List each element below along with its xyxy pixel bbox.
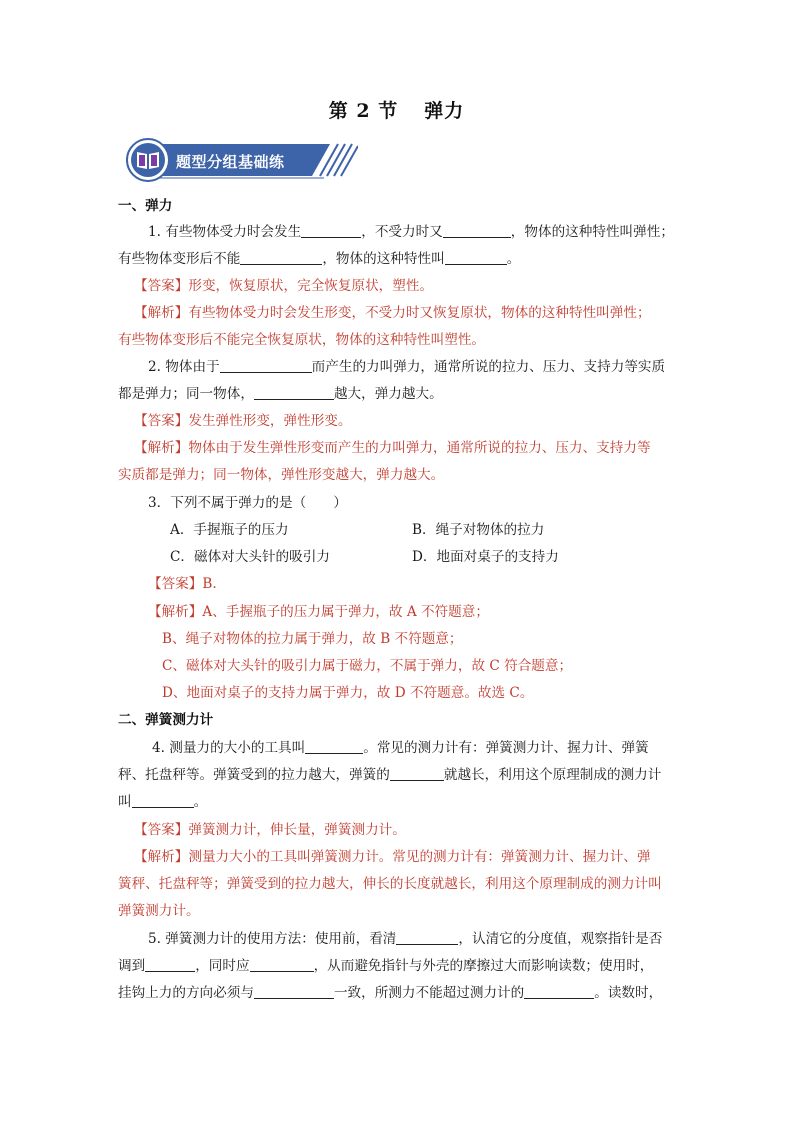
question-5-line-1: 5. 弹簧测力计的使用方法：使用前，看清 ，认清它的分度值，观察指针是否 — [148, 931, 663, 947]
question-3-option-c[interactable]: C．磁体对大头针的吸引力 — [170, 549, 330, 565]
question-3-analysis-line-3: C、磁体对大头针的吸引力属于磁力，不属于弹力，故 C 符合题意； — [162, 658, 573, 674]
question-3-analysis-line-4: D、地面对桌子的支持力属于弹力，故 D 不符题意。故选 C。 — [162, 685, 534, 701]
question-3-stem: 3．下列不属于弹力的是（ ） — [148, 495, 347, 511]
question-1-line-1: 1. 有些物体受力时会发生 ，不受力时又 ，物体的这种特性叫弹性； — [148, 224, 674, 240]
answer-blank[interactable] — [145, 957, 195, 972]
question-4-analysis-line-3: 弹簧测力计。 — [118, 903, 200, 919]
question-3-option-a[interactable]: A．手握瓶子的压力 — [170, 522, 289, 538]
question-3-answer: 【答案】B. — [148, 576, 217, 592]
answer-blank[interactable] — [220, 358, 312, 373]
question-5-line-2: 调到 ，同时应 ，从而避免指针与外壳的摩擦过大而影响读数；使用时， — [118, 958, 654, 974]
question-1-line-2: 有些物体变形后不能 ，物体的这种特性叫 。 — [118, 251, 521, 267]
question-3-analysis-line-1: 【解析】A、手握瓶子的压力属于弹力，故 A 不符题意； — [148, 604, 489, 620]
question-4-analysis-line-2: 簧秤、托盘秤等；弹簧受到的拉力越大，伸长的长度就越长，利用这个原理制成的测力计叫 — [118, 876, 662, 892]
answer-blank[interactable] — [443, 223, 511, 238]
answer-blank[interactable] — [254, 984, 334, 999]
section-heading-spring-scale: 二、弹簧测力计 — [118, 712, 214, 728]
question-2-answer: 【答案】发生弹性形变，弹性形变。 — [134, 413, 352, 429]
page-title — [0, 96, 793, 123]
question-4-answer: 【答案】弹簧测力计，伸长量，弹簧测力计。 — [134, 822, 406, 838]
answer-blank[interactable] — [254, 385, 334, 400]
question-3-option-d[interactable]: D．地面对桌子的支持力 — [412, 549, 559, 565]
answer-blank[interactable] — [445, 250, 507, 265]
answer-blank[interactable] — [132, 793, 194, 808]
question-5-line-3: 挂钩上力的方向必须与 一致，所测力不能超过测力计的 。读数时， — [118, 985, 663, 1001]
section-number: 第 2 节 — [328, 100, 399, 122]
question-4-line-3: 叫 。 — [118, 794, 208, 810]
section-name: 弹力 — [424, 100, 465, 122]
question-4-line-2: 秤、托盘秤等。弹簧受到的拉力越大，弹簧的 就越长，利用这个原理制成的测力计 — [118, 767, 662, 783]
question-4-analysis-line-1: 【解析】测量力大小的工具叫弹簧测力计。常见的测力计有：弹簧测力计、握力计、弹 — [134, 849, 651, 865]
answer-blank[interactable] — [301, 223, 361, 238]
question-1-answer: 【答案】形变，恢复原状，完全恢复原状，塑性。 — [134, 278, 434, 294]
question-2-line-2: 都是弹力；同一物体， 越大，弹力越大。 — [118, 386, 443, 402]
section-heading-elasticity: 一、弹力 — [118, 198, 173, 214]
answer-blank[interactable] — [390, 766, 444, 781]
question-2-analysis-line-1: 【解析】物体由于发生弹性形变而产生的力叫弹力，通常所说的拉力、压力、支持力等 — [134, 440, 651, 456]
answer-blank[interactable] — [524, 984, 594, 999]
answer-blank[interactable] — [305, 739, 363, 754]
question-3-analysis-line-2: B、绳子对物体的拉力属于弹力，故 B 不符题意； — [162, 631, 463, 647]
banner-label: 题型分组基础练 — [176, 153, 285, 171]
answer-blank[interactable] — [250, 957, 314, 972]
question-1-analysis-line-1: 【解析】有些物体受力时会发生形变，不受力时又恢复原状，物体的这种特性叫弹性； — [134, 305, 651, 321]
answer-blank[interactable] — [396, 930, 458, 945]
question-2-line-1: 2. 物体由于 而产生的力叫弹力，通常所说的拉力、压力、支持力等实质 — [148, 359, 666, 375]
question-2-analysis-line-2: 实质都是弹力；同一物体，弹性形变越大，弹力越大。 — [118, 467, 445, 483]
question-3-option-b[interactable]: B．绳子对物体的拉力 — [412, 522, 545, 538]
question-1-analysis-line-2: 有些物体变形后不能完全恢复原状，物体的这种特性叫塑性。 — [118, 332, 486, 348]
answer-blank[interactable] — [240, 250, 322, 265]
question-4-line-1: 4. 测量力的大小的工具叫 。常见的测力计有：弹簧测力计、握力计、弹簧 — [152, 740, 649, 756]
